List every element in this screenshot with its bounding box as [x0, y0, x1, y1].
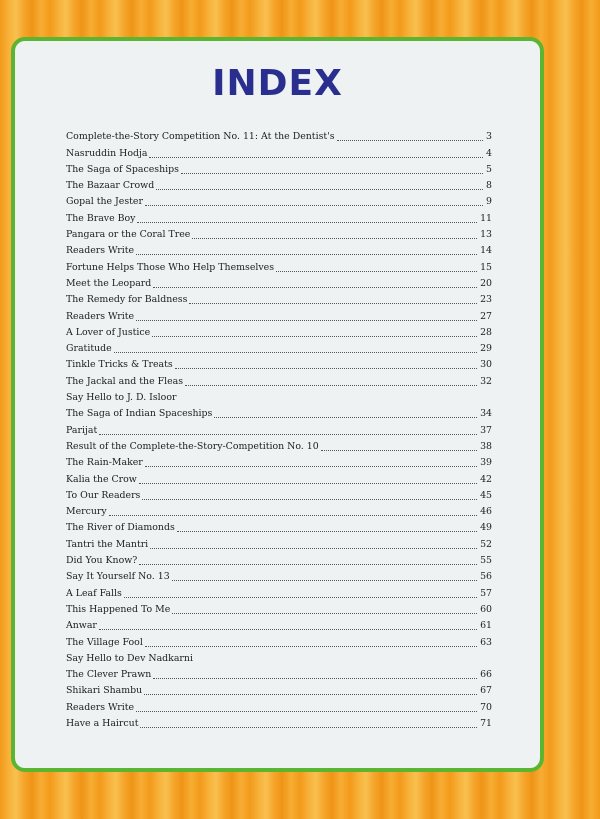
- entry-page: 67: [480, 685, 492, 697]
- index-entry: [66, 469, 492, 485]
- dot-leader: [140, 727, 477, 728]
- index-entry: [66, 404, 492, 420]
- entry-page: 66: [480, 669, 492, 681]
- index-entry: [66, 323, 492, 339]
- entry-page: 4: [486, 147, 492, 159]
- dot-leader: [152, 336, 477, 337]
- entry-page: 60: [480, 603, 492, 615]
- entry-title: Gopal the Jester: [66, 196, 143, 208]
- entry-title: Kalia the Crow: [66, 473, 137, 485]
- index-entry: [66, 681, 492, 697]
- entry-title: A Leaf Falls: [66, 587, 122, 599]
- entry-title: Say It Yourself No. 13: [66, 571, 170, 583]
- entry-page: 3: [486, 131, 492, 143]
- index-entry: [66, 257, 492, 273]
- entry-title: Nasruddin Hodja: [66, 147, 148, 159]
- index-entry: [66, 241, 492, 257]
- dot-leader: [153, 678, 477, 679]
- entry-page: 13: [480, 229, 492, 241]
- entry-page: 11: [480, 212, 492, 224]
- index-entry: [66, 632, 492, 648]
- index-entry: [66, 551, 492, 567]
- dot-leader: [142, 499, 477, 500]
- dot-leader: [144, 694, 477, 695]
- dot-leader: [137, 222, 477, 223]
- entry-title: Mercury: [66, 506, 107, 518]
- entry-page: 39: [480, 457, 492, 469]
- index-entry: [66, 437, 492, 453]
- dot-leader: [172, 613, 477, 614]
- dot-leader: [109, 515, 477, 516]
- dot-leader: [276, 271, 477, 272]
- entry-title: Shikari Shambu: [66, 685, 143, 697]
- entry-page: 45: [480, 489, 492, 501]
- index-entry: [66, 225, 492, 241]
- entry-title: The River of Diamonds: [66, 522, 175, 534]
- page-title: INDEX: [212, 63, 343, 104]
- entry-title: Say Hello to J. D. Isloor: [66, 392, 177, 404]
- dot-leader: [153, 287, 477, 288]
- dot-leader: [172, 580, 477, 581]
- entry-page: 57: [480, 587, 492, 599]
- dot-leader: [139, 483, 477, 484]
- dot-leader: [145, 466, 477, 467]
- entry-page: 32: [480, 375, 492, 387]
- entry-title: Gratitude: [66, 343, 112, 355]
- entry-title: To Our Readers: [66, 489, 141, 501]
- entry-title: Pangara or the Coral Tree: [66, 229, 191, 241]
- dot-leader: [99, 629, 477, 630]
- entry-page: 20: [480, 277, 492, 289]
- index-entry: [66, 600, 492, 616]
- dot-leader: [192, 238, 477, 239]
- entry-title: Complete-the-Story Competition No. 11: At the Dentist's: [66, 131, 335, 143]
- entry-page: 14: [480, 245, 492, 257]
- entry-page: 5: [486, 163, 492, 175]
- index-entry: [66, 143, 492, 159]
- entry-title: Meet the Leopard: [66, 277, 152, 289]
- index-entry: [66, 616, 492, 632]
- dot-leader: [99, 434, 477, 435]
- entry-title: The Clever Prawn: [66, 669, 152, 681]
- dot-leader: [177, 531, 477, 532]
- entry-page: 28: [480, 326, 492, 338]
- index-entry: [66, 420, 492, 436]
- entry-title: Fortune Helps Those Who Help Themselves: [66, 261, 275, 273]
- entry-title: A Lover of Justice: [66, 326, 151, 338]
- entry-title: The Saga of Spaceships: [66, 163, 179, 175]
- entry-page: 71: [480, 717, 492, 729]
- entry-page: 34: [480, 408, 492, 420]
- entry-title: The Village Fool: [66, 636, 143, 648]
- index-panel: [11, 37, 544, 772]
- entry-page: 42: [480, 473, 492, 485]
- entry-title: Readers Write: [66, 245, 135, 257]
- entry-title: The Remedy for Baldness: [66, 294, 188, 306]
- index-entry: [66, 714, 492, 730]
- entry-page: 37: [480, 424, 492, 436]
- index-entry: [66, 665, 492, 681]
- dot-leader: [214, 417, 477, 418]
- dot-leader: [181, 173, 483, 174]
- entry-page: 46: [480, 506, 492, 518]
- entry-title: The Jackal and the Fleas: [66, 375, 184, 387]
- entry-page: 27: [480, 310, 492, 322]
- entry-title: Did You Know?: [66, 555, 138, 567]
- entry-title: The Bazaar Crowd: [66, 180, 155, 192]
- entry-title: Anwar: [66, 620, 97, 632]
- index-entry: [66, 192, 492, 208]
- entry-title: Readers Write: [66, 701, 135, 713]
- dot-leader: [175, 368, 477, 369]
- entry-title: The Rain-Maker: [66, 457, 143, 469]
- entry-page: 29: [480, 343, 492, 355]
- index-entry: [66, 502, 492, 518]
- dot-leader: [145, 646, 477, 647]
- entry-page: 70: [480, 701, 492, 713]
- index-entry: [66, 355, 492, 371]
- dot-leader: [337, 140, 483, 141]
- entry-title: Parijat: [66, 424, 98, 436]
- entry-page: 9: [486, 196, 492, 208]
- entry-page: 56: [480, 571, 492, 583]
- index-entry: [66, 534, 492, 550]
- index-entry: [66, 649, 492, 665]
- dot-leader: [136, 711, 477, 712]
- dot-leader: [189, 303, 477, 304]
- dot-leader: [150, 548, 477, 549]
- entry-title: The Saga of Indian Spaceships: [66, 408, 213, 420]
- index-entry: [66, 127, 492, 143]
- index-entry: [66, 274, 492, 290]
- index-entry: [66, 583, 492, 599]
- dot-leader: [145, 205, 483, 206]
- index-entry: [66, 453, 492, 469]
- dot-leader: [114, 352, 477, 353]
- entry-title: Readers Write: [66, 310, 135, 322]
- entry-page: 55: [480, 555, 492, 567]
- entry-title: Tinkle Tricks & Treats: [66, 359, 173, 371]
- index-list: [66, 127, 492, 730]
- dot-leader: [136, 320, 477, 321]
- index-entry: [66, 339, 492, 355]
- entry-page: 30: [480, 359, 492, 371]
- entry-page: 38: [480, 440, 492, 452]
- entry-page: 23: [480, 294, 492, 306]
- index-entry: [66, 567, 492, 583]
- dot-leader: [321, 450, 477, 451]
- dot-leader: [136, 254, 477, 255]
- entry-page: 61: [480, 620, 492, 632]
- entry-title: Result of the Complete-the-Story-Competition No. 10: [66, 440, 319, 452]
- entry-title: This Happened To Me: [66, 603, 171, 615]
- entry-page: 49: [480, 522, 492, 534]
- index-entry: [66, 388, 492, 404]
- index-entry: [66, 290, 492, 306]
- index-entry: [66, 371, 492, 387]
- dot-leader: [139, 564, 477, 565]
- index-entry: [66, 176, 492, 192]
- entry-title: Tantri the Mantri: [66, 538, 149, 550]
- index-entry: [66, 208, 492, 224]
- index-entry: [66, 160, 492, 176]
- entry-title: The Brave Boy: [66, 212, 136, 224]
- dot-leader: [156, 189, 483, 190]
- entry-title: Have a Haircut: [66, 717, 139, 729]
- dot-leader: [185, 385, 477, 386]
- entry-title: Say Hello to Dev Nadkarni: [66, 652, 193, 664]
- dot-leader: [149, 157, 483, 158]
- index-entry: [66, 486, 492, 502]
- entry-page: 63: [480, 636, 492, 648]
- index-entry: [66, 518, 492, 534]
- index-entry: [66, 306, 492, 322]
- entry-page: 15: [480, 261, 492, 273]
- entry-page: 52: [480, 538, 492, 550]
- index-entry: [66, 697, 492, 713]
- entry-page: 8: [486, 180, 492, 192]
- dot-leader: [124, 597, 477, 598]
